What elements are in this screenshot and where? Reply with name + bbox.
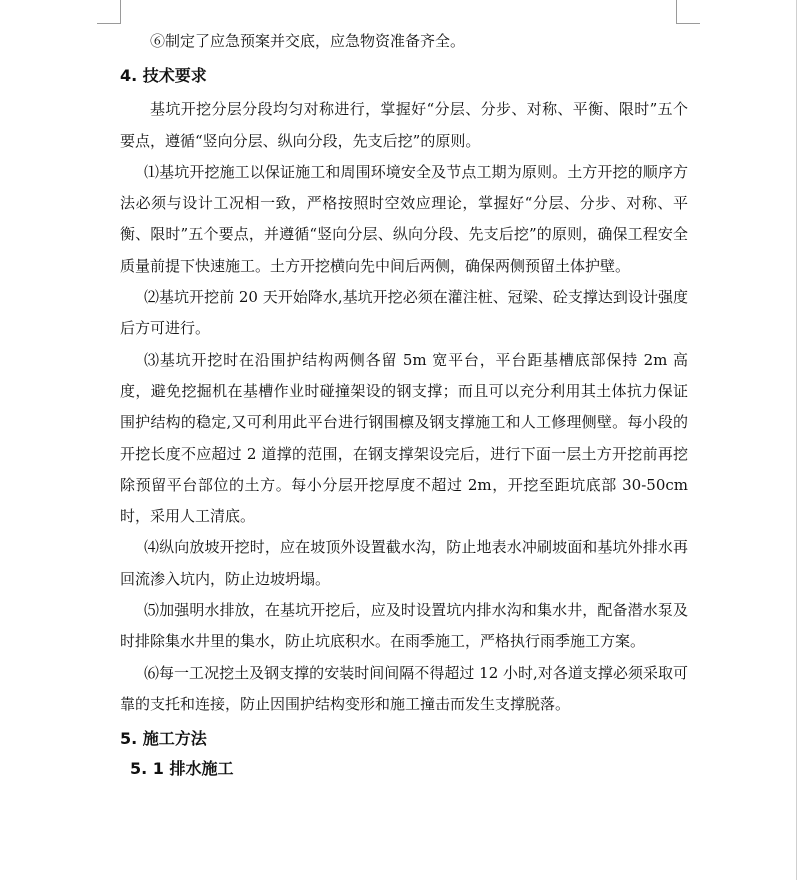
list-item-4: ⑷纵向放坡开挖时，应在坡顶外设置截水沟，防止地表水冲刷坡面和基坑外排水再回流渗入坑内，防止边坡坍塌。 [120, 538, 688, 588]
crop-mark-left-vertical [120, 0, 121, 24]
crop-mark-left-horizontal [97, 23, 121, 24]
intro-line: ⑥制定了应急预案并交底，应急物资准备齐全。 [150, 32, 466, 50]
crop-mark-right-horizontal [676, 23, 700, 24]
list-item-2: ⑵基坑开挖前 20 天开始降水,基坑开挖必须在灌注桩、冠梁、砼支撑达到设计强度后方可进行。 [120, 288, 688, 338]
heading-construction-method: 5. 施工方法 [120, 729, 207, 749]
list-item-1: ⑴基坑开挖施工以保证施工和周围环境安全及节点工期为原则。土方开挖的顺序方法必须与设计工况相一致，严格按照时空效应理论，掌握好“分层、分步、对称、平衡、限时”五个要点，并遵循“竖向分层、纵向分段、先支后挖”的原则，确保工程安全质量前提下快速施工。土方开挖横向先中间后两侧，确保两侧预留土体护壁。 [120, 162, 688, 275]
heading-technical-requirements: 4. 技术要求 [120, 66, 207, 86]
heading-drainage: 5. 1 排水施工 [130, 759, 234, 779]
list-item-5: ⑸加强明水排放，在基坑开挖后，应及时设置坑内排水沟和集水井，配备潜水泵及时排除集水井里的集水，防止坑底积水。在雨季施工，严格执行雨季施工方案。 [120, 601, 688, 651]
list-item-3: ⑶基坑开挖时在沿围护结构两侧各留 5m 宽平台，平台距基槽底部保持 2m 高度，避免挖掘机在基槽作业时碰撞架设的钢支撑；而且可以充分利用其土体抗力保证围护结构的稳定,又可利用此平台进行钢围檩及钢支撑施工和人工修理侧壁。每小段的开挖长度不应超过 2 道撑的范围，在钢支撑架设完后，进行下面一层土方开挖前再挖除预留平台部位的土方。每小分层开挖厚度不超过 2m，开挖至距坑底部 30-50cm 时，采用人工清底。 [120, 350, 688, 526]
list-item-6: ⑹每一工况挖土及钢支撑的安装时间间隔不得超过 12 小时,对各道支撑必须采取可靠的支托和连接，防止因围护结构变形和施工撞击而发生支撑脱落。 [120, 663, 688, 713]
paragraph-principle: 基坑开挖分层分段均匀对称进行，掌握好“分层、分步、对称、平衡、限时”五个要点，遵循“竖向分层、纵向分段，先支后挖”的原则。 [120, 100, 688, 150]
crop-mark-right-vertical [676, 0, 677, 24]
document-body [120, 26, 688, 780]
